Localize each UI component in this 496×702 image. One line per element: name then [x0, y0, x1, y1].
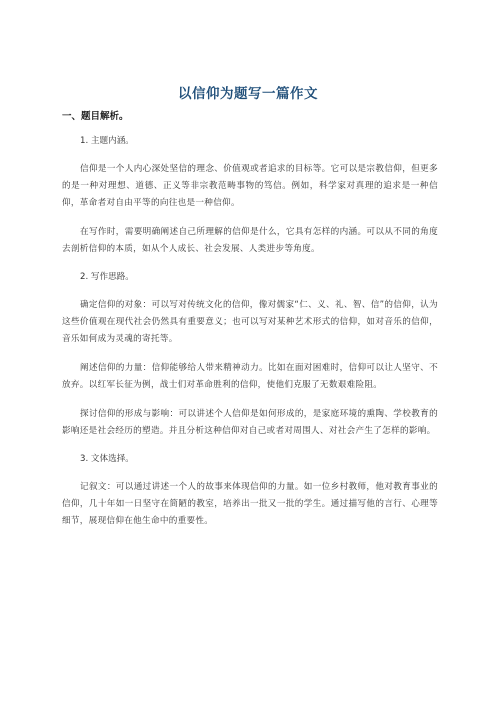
paragraph-4: 阐述信仰的力量：信仰能够给人带来精神动力。比如在面对困难时，信仰可以让人坚守、不放弃。以红军长征为例，战士们对革命胜利的信仰，使他们克服了无数艰难险阻。 — [62, 363, 438, 390]
paragraph-6: 记叙文：可以通过讲述一个人的故事来体现信仰的力量。如一位乡村教师，他对教育事业的信仰，几十年如一日坚守在简陋的教室，培养出一批又一批的学生。通过描写他的言行、心理等细节，展现信仰在他生命中的重要性。 — [62, 482, 438, 526]
subheading-approach: 2. 写作思路。 — [80, 272, 134, 282]
subheading-theme: 1. 主题内涵。 — [80, 136, 134, 146]
document-title: 以信仰为题写一篇作文 — [178, 86, 318, 102]
paragraph-3: 确定信仰的对象：可以写对传统文化的信仰，像对儒家“仁、义、礼、智、信”的信仰，认为这些价值观在现代社会仍然具有重要意义；也可以写对某种艺术形式的信仰，如对音乐的信仰，音乐如何成为灵魂的寄托等。 — [62, 300, 438, 344]
paragraph-1: 信仰是一个人内心深处坚信的理念、价值观或者追求的目标等。它可以是宗教信仰，但更多的是一种对理想、道德、正义等非宗教范畴事物的笃信。例如，科学家对真理的追求是一种信仰，革命者对自由平等的向往也是一种信仰。 — [62, 164, 438, 208]
section-heading-analysis: 一、题目解析。 — [62, 111, 129, 122]
subheading-style: 3. 文体选择。 — [80, 454, 134, 464]
paragraph-5: 探讨信仰的形成与影响：可以讲述个人信仰是如何形成的，是家庭环境的熏陶、学校教育的影响还是社会经历的塑造。并且分析这种信仰对自己或者对周围人、对社会产生了怎样的影响。 — [62, 409, 438, 436]
document-body — [62, 134, 438, 542]
paragraph-2: 在写作时，需要明确阐述自己所理解的信仰是什么，它具有怎样的内涵。可以从不同的角度去剖析信仰的本质，如从个人成长、社会发展、人类进步等角度。 — [62, 227, 438, 254]
